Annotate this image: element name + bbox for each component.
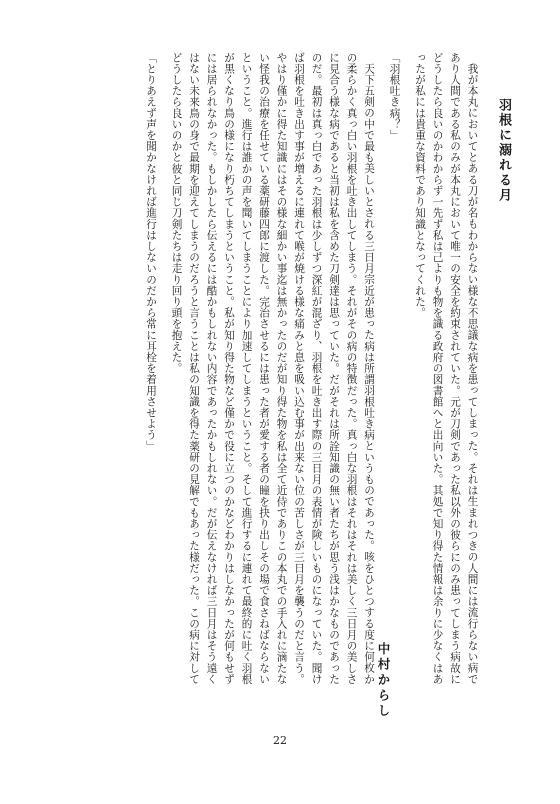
dialogue-line: 「とりあえず声を聞かなければ進行はしないのだから常に耳栓を着用させよう」: [145, 52, 157, 452]
author-name: 中村からし: [376, 642, 391, 720]
vertical-text-block: [42, 52, 512, 692]
story-title: 羽根に溺れる月: [496, 98, 511, 203]
page-number: 22: [273, 734, 287, 747]
paragraph-opening: 我が本丸においてとある刀が名もわからない様な不思議な病を患ってしまった。それは生まれつきの人間には流行らない病であり人間である私のみが本丸において唯一の安全を約束されていた。元が刀剣であった私以外の彼らにのみ患ってしまう病故にどうしたら良いのかわからず一先ず私は己よりも物を識る政府の図書館へと出向いた。其処で知り得た情報は余りに少なくはあったが私には貴重な資料であり知識となってくれた。: [414, 52, 479, 685]
dialogue-line: 「羽根吐き病？」: [388, 52, 401, 141]
paragraph-body: 天下五剣の中で最も美しいとされる三日月宗近が患った病は所謂羽根吐き病というものであった。咳をひとつする度に何枚かの柔らかく真っ白い羽根を吐き出してしまう。それがその病の特徴だった。真っ白な羽根はそれはそれは美しく三日月の美しさに見合う様な病であると当初は私を含めた刀剣達は思っていた。だがそれは所詮知識の無い者たちが思う浅はかなものであったのだ。最初は真っ白であった羽根は少しずつ深紅が混ざり、羽根を吐き出す際の三日月の表情が険しいものになっていた。聞けば羽根を吐き出す事が増えるに連れて喉が焼ける様な痛みと息を吸い込む事が出来ない位の苦しさが三日月を襲うのだと言う。やはり僅かに得た知識にはその様な細かい事迄は無かったのだが知り得た物を私は全て近侍でありこの本丸での手入れに滴たない怪我の治療を任せている薬研藤四郎に渡した。完治させるには患った者が愛する者の瞳を抉り出しその場で食さねばならないということ。進行は誰かの声を聞いてしまうことにより加速してしまうということ。そして進行するに連れて最終的に吐く羽根が黒くなり鳥の様になり朽ちてしまうということ。私が知り得た物など僅かで役に立つのかなどわかりはしなかったが何もせずには居られなかった。もしかしたら伝えるには酷かもしれない内容であったかもしれない。だが伝えなければ三日月はそう遠くはない未来鳥の身で最期を迎えてしまうのだろうと言うことは私の知識を得た薬研の見解でもあった様だった。この病に対してどうしたら良いのかと彼と同じ刀剣たちは走り回り頭を抱えた。: [170, 52, 375, 685]
